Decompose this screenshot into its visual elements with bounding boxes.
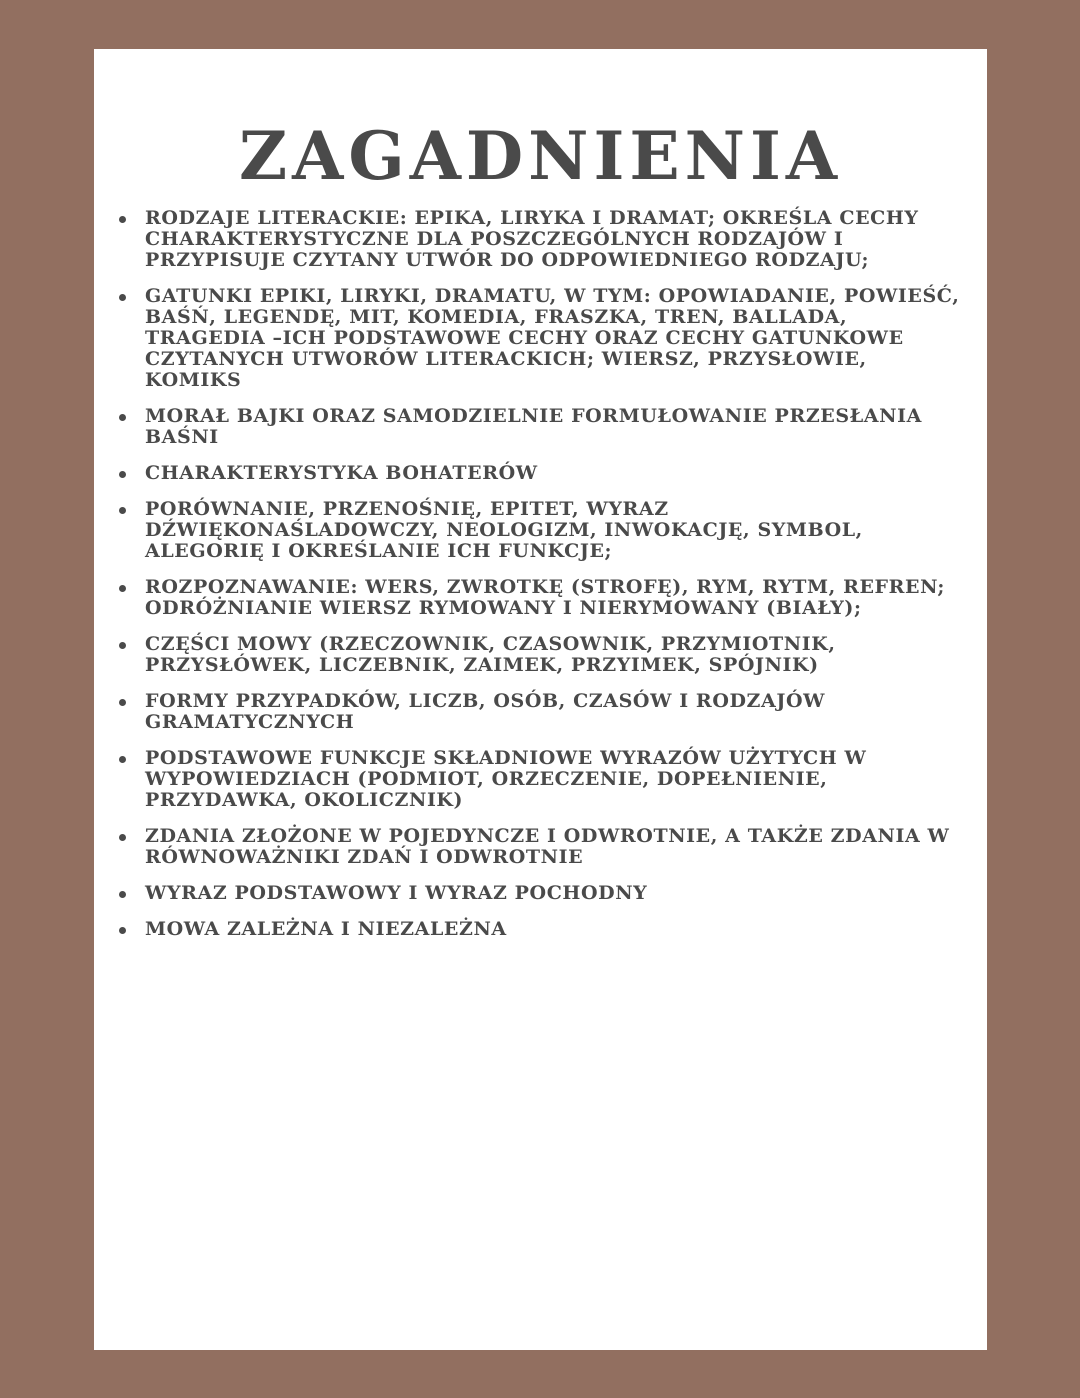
list-item	[119, 286, 965, 391]
list-item	[119, 919, 965, 940]
list-item	[119, 463, 965, 484]
list-item	[119, 883, 965, 904]
bullet-icon	[119, 699, 126, 706]
list-item	[119, 748, 965, 811]
bullet-icon	[119, 294, 126, 301]
bullet-icon	[119, 834, 126, 841]
list-item	[119, 577, 965, 619]
bullet-icon	[119, 927, 126, 934]
bullet-icon	[119, 585, 126, 592]
bullet-icon	[119, 642, 126, 649]
list-item-text: FORMY PRZYPADKÓW, LICZB, OSÓB, CZASÓW I RODZAJÓW GRAMATYCZNYCH	[145, 690, 826, 733]
list-item	[119, 208, 965, 271]
list-item	[119, 691, 965, 733]
page-title: ZAGADNIENIA	[238, 117, 843, 195]
bullet-icon	[119, 414, 126, 421]
list-item-text: ZDANIA ZŁOŻONE W POJEDYNCZE I ODWROTNIE, A TAKŻE ZDANIA W RÓWNOWAŻNIKI ZDAŃ I ODWROTNIE	[145, 825, 950, 868]
bullet-icon	[119, 507, 126, 514]
topics-list	[119, 208, 965, 955]
list-item	[119, 406, 965, 448]
list-item-text: PODSTAWOWE FUNKCJE SKŁADNIOWE WYRAZÓW UŻYTYCH W WYPOWIEDZIACH (PODMIOT, ORZECZENIE, DOPEŁNIENIE, PRZYDAWKA, OKOLICZNIK)	[145, 747, 867, 811]
bullet-icon	[119, 891, 126, 898]
list-item-text: RODZAJE LITERACKIE: EPIKA, LIRYKA I DRAMAT; OKREŚLA CECHY CHARAKTERYSTYCZNE DLA POSZCZEGÓLNYCH RODZAJÓW I PRZYPISUJE CZYTANY UTWÓR DO ODPOWIEDNIEGO RODZAJU;	[145, 207, 919, 271]
list-item	[119, 826, 965, 868]
list-item-text: GATUNKI EPIKI, LIRYKI, DRAMATU, W TYM: OPOWIADANIE, POWIEŚĆ, BAŚŃ, LEGENDĘ, MIT, KOMEDIA, FRASZKA, TREN, BALLADA, TRAGEDIA –ICH PODSTAWOWE CECHY ORAZ CECHY GATUNKOWE CZYTANYCH UTWORÓW LITERACKICH; WIERSZ, PRZYSŁOWIE, KOMIKS	[145, 285, 960, 391]
list-item-text: MORAŁ BAJKI ORAZ SAMODZIELNIE FORMUŁOWANIE PRZESŁANIA BAŚNI	[145, 405, 922, 448]
list-item-text: CHARAKTERYSTYKA BOHATERÓW	[145, 462, 538, 484]
bullet-icon	[119, 216, 126, 223]
list-item-text: WYRAZ PODSTAWOWY I WYRAZ POCHODNY	[145, 882, 648, 904]
list-item-text: PORÓWNANIE, PRZENOŚNIĘ, EPITET, WYRAZ DŹWIĘKONAŚLADOWCZY, NEOLOGIZM, INWOKACJĘ, SYMBOL, ALEGORIĘ I OKREŚLANIE ICH FUNKCJE;	[145, 498, 863, 562]
bullet-icon	[119, 471, 126, 478]
list-item	[119, 634, 965, 676]
list-item-text: MOWA ZALEŻNA I NIEZALEŻNA	[145, 918, 507, 940]
list-item	[119, 499, 965, 562]
bullet-icon	[119, 756, 126, 763]
list-item-text: CZĘŚCI MOWY (RZECZOWNIK, CZASOWNIK, PRZYMIOTNIK, PRZYSŁÓWEK, LICZEBNIK, ZAIMEK, PRZYIMEK, SPÓJNIK)	[145, 633, 836, 676]
list-item-text: ROZPOZNAWANIE: WERS, ZWROTKĘ (STROFĘ), RYM, RYTM, REFREN; ODRÓŻNIANIE WIERSZ RYMOWANY I NIERYMOWANY (BIAŁY);	[145, 576, 946, 619]
